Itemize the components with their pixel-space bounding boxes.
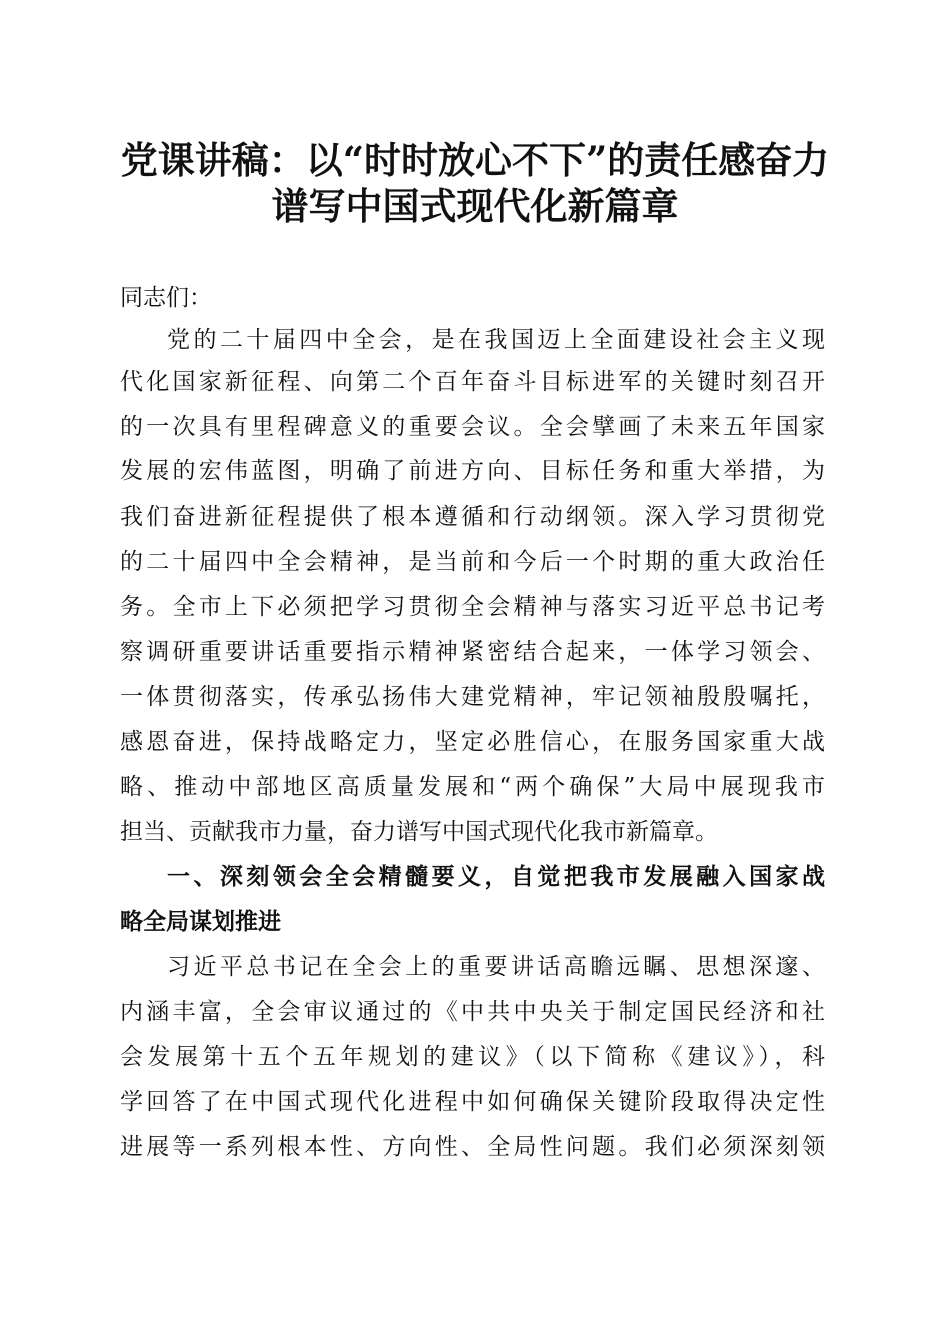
section-heading-1-line-2: 略全局谋划推进 (120, 909, 281, 935)
paragraph-2-line: 学回答了在中国式现代化进程中如何确保关键阶段取得决定性 (120, 1089, 825, 1115)
paragraph-1-line: 我们奋进新征程提供了根本遵循和行动纲领。深入学习贯彻党 (120, 504, 825, 530)
paragraph-1-line: 感恩奋进，保持战略定力，坚定必胜信心，在服务国家重大战 (120, 729, 825, 755)
paragraph-1-line: 的二十届四中全会精神，是当前和今后一个时期的重大政治任 (120, 549, 825, 575)
paragraph-1-line: 代化国家新征程、向第二个百年奋斗目标进军的关键时刻召开 (120, 369, 825, 395)
paragraph-2-line: 进展等一系列根本性、方向性、全局性问题。我们必须深刻领 (120, 1134, 825, 1160)
paragraph-1-line: 察调研重要讲话重要指示精神紧密结合起来，一体学习领会、 (120, 639, 825, 665)
document-title-line-1: 党课讲稿：以“时时放心不下”的责任感奋力 (120, 138, 830, 182)
paragraph-1-line: 一体贯彻落实，传承弘扬伟大建党精神，牢记领袖殷殷嘱托， (120, 684, 825, 710)
section-heading-1-line-1: 一、深刻领会全会精髓要义，自觉把我市发展融入国家战 (167, 864, 825, 890)
document-title-line-2: 谱写中国式现代化新篇章 (271, 184, 679, 228)
paragraph-1-line: 略、推动中部地区高质量发展和“两个确保”大局中展现我市 (120, 774, 825, 800)
paragraph-2-line: 内涵丰富，全会审议通过的《中共中央关于制定国民经济和社 (120, 999, 825, 1025)
salutation: 同志们： (120, 285, 212, 311)
paragraph-2-line: 会发展第十五个五年规划的建议》（以下简称《建议》），科 (120, 1044, 825, 1070)
paragraph-1-line: 发展的宏伟蓝图，明确了前进方向、目标任务和重大举措，为 (120, 458, 825, 484)
paragraph-2-line: 习近平总书记在全会上的重要讲话高瞻远瞩、思想深邃、 (167, 954, 825, 980)
paragraph-1-line: 的一次具有里程碑意义的重要会议。全会擘画了未来五年国家 (120, 414, 825, 440)
paragraph-1-line: 务。全市上下必须把学习贯彻全会精神与落实习近平总书记考 (120, 594, 825, 620)
paragraph-1-line: 党的二十届四中全会，是在我国迈上全面建设社会主义现 (167, 327, 825, 353)
paragraph-1-line: 担当、贡献我市力量，奋力谱写中国式现代化我市新篇章。 (120, 819, 718, 845)
